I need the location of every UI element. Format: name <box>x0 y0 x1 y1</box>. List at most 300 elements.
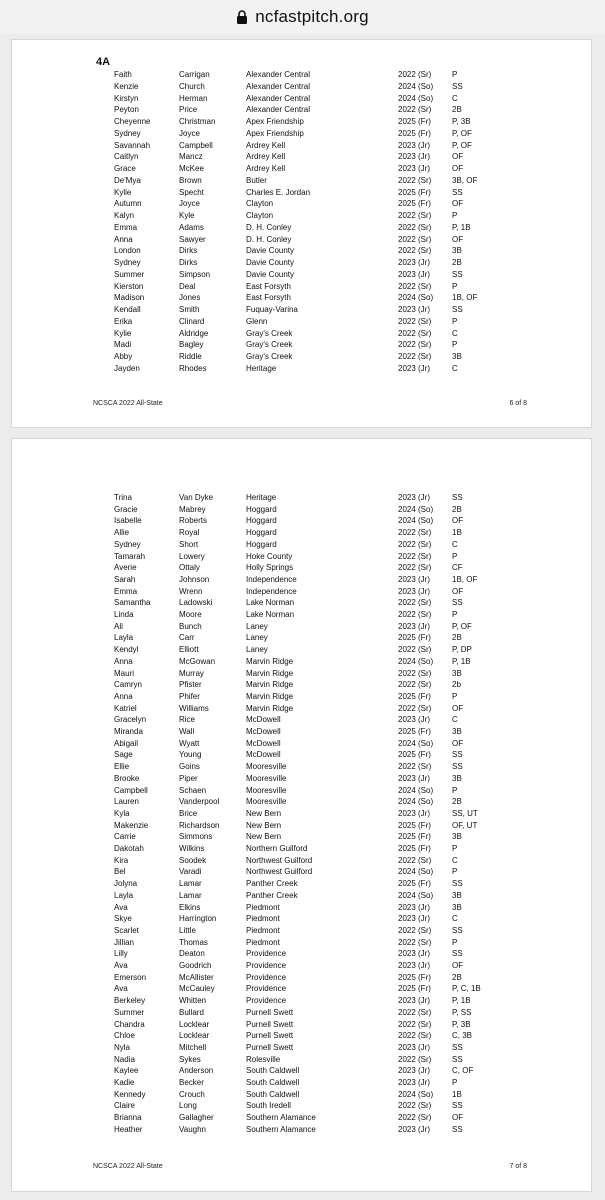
last-name: Joyce <box>179 199 200 209</box>
table-row <box>12 1054 591 1065</box>
class-year: 2022 (Sr) <box>398 105 432 115</box>
table-row <box>12 245 591 256</box>
table-row <box>12 866 591 877</box>
position: C <box>452 328 458 338</box>
last-name: Clinard <box>179 316 205 326</box>
table-row <box>12 679 591 690</box>
position: C <box>452 715 458 725</box>
school: Heritage <box>246 363 277 373</box>
position: SS, UT <box>452 808 478 818</box>
first-name: Layla <box>114 890 134 900</box>
school: Providence <box>246 984 287 994</box>
table-row <box>12 339 591 350</box>
class-year: 2022 (Sr) <box>398 680 432 690</box>
class-year: 2023 (Jr) <box>398 1042 431 1052</box>
first-name: Ali <box>114 621 123 631</box>
class-year: 2023 (Jr) <box>398 1078 431 1087</box>
last-name: Aldridge <box>179 328 209 338</box>
table-row <box>12 656 591 667</box>
table-row <box>12 163 591 174</box>
class-year: 2022 (Sr) <box>398 1007 432 1017</box>
first-name: Kendyl <box>114 645 139 655</box>
position: P <box>452 316 458 326</box>
class-year: 2024 (So) <box>398 785 434 795</box>
last-name: Murray <box>179 668 204 678</box>
first-name: Anna <box>114 656 133 666</box>
table-row <box>12 551 591 562</box>
position: P, DP <box>452 645 472 655</box>
class-year: 2022 (Sr) <box>398 328 432 338</box>
table-row <box>12 831 591 842</box>
last-name: Richardson <box>179 820 220 830</box>
position: 2B <box>452 258 462 267</box>
position: P <box>452 1078 458 1087</box>
last-name: Herman <box>179 93 208 103</box>
first-name: Heather <box>114 1124 143 1134</box>
school: Southern Alamance <box>246 1124 316 1134</box>
class-year: 2024 (So) <box>398 890 434 900</box>
position: P, OF <box>452 621 472 631</box>
first-name: Sydney <box>114 258 141 267</box>
position: OF <box>452 586 464 596</box>
class-year: 2024 (So) <box>398 797 434 807</box>
table-row <box>12 1007 591 1018</box>
class-year: 2023 (Jr) <box>398 621 431 631</box>
class-year: 2023 (Jr) <box>398 493 431 502</box>
last-name: Joyce <box>179 128 200 138</box>
last-name: Locklear <box>179 1019 210 1029</box>
last-name: McAllister <box>179 972 214 982</box>
class-year: 2023 (Jr) <box>398 902 431 912</box>
last-name: Moore <box>179 610 202 619</box>
school: Piedmont <box>246 914 280 924</box>
school: Alexander Central <box>246 93 311 103</box>
school: Laney <box>246 633 268 643</box>
first-name: Ava <box>114 902 128 912</box>
school: Glenn <box>246 316 268 326</box>
school: Alexander Central <box>246 70 311 79</box>
footer-title: NCSCA 2022 All-State <box>93 1163 163 1170</box>
class-year: 2023 (Jr) <box>398 305 431 314</box>
position: P, OF <box>452 140 472 150</box>
last-name: Bagley <box>179 340 204 350</box>
class-year: 2023 (Jr) <box>398 1066 431 1076</box>
class-year: 2022 (Sr) <box>398 528 432 538</box>
position: 2B <box>452 105 462 115</box>
first-name: Abby <box>114 352 133 361</box>
table-row <box>12 269 591 280</box>
table-row <box>12 1112 591 1123</box>
last-name: Wilkins <box>179 844 205 853</box>
first-name: Anna <box>114 234 133 244</box>
first-name: Scarlet <box>114 925 139 935</box>
first-name: Kenzie <box>114 81 139 91</box>
school: Purnell Swett <box>246 1019 294 1029</box>
first-name: Chloe <box>114 1031 135 1041</box>
last-name: Smith <box>179 305 200 314</box>
position: 1B <box>452 528 462 538</box>
first-name: Summer <box>114 1007 145 1017</box>
last-name: Royal <box>179 528 200 538</box>
first-name: Kaylee <box>114 1066 139 1076</box>
school: D. H. Conley <box>246 234 292 244</box>
first-name: Summer <box>114 269 145 279</box>
table-row <box>12 504 591 515</box>
position: SS <box>452 187 463 197</box>
position: 3B <box>452 773 462 783</box>
first-name: Bel <box>114 867 126 877</box>
last-name: Varadi <box>179 867 202 877</box>
first-name: Madi <box>114 340 132 350</box>
last-name: Phifer <box>179 691 200 701</box>
school: Marvin Ridge <box>246 656 294 666</box>
table-row <box>12 948 591 959</box>
table-row <box>12 1065 591 1076</box>
class-year: 2025 (Fr) <box>398 879 431 889</box>
position: OF <box>452 738 464 748</box>
first-name: Kira <box>114 855 129 865</box>
first-name: De'Mya <box>114 175 141 185</box>
first-name: Brianna <box>114 1113 142 1123</box>
class-year: 2025 (Fr) <box>398 117 431 126</box>
page-number: 6 of 8 <box>509 400 527 407</box>
last-name: Deaton <box>179 949 205 959</box>
position: 3B <box>452 727 462 736</box>
first-name: Nyla <box>114 1042 131 1052</box>
school: Holly Springs <box>246 563 294 573</box>
first-name: Miranda <box>114 727 143 736</box>
class-year: 2025 (Fr) <box>398 984 431 994</box>
last-name: Elkins <box>179 902 201 912</box>
school: Apex Friendship <box>246 128 304 138</box>
school: Northwest Guilford <box>246 855 313 865</box>
position: P, OF <box>452 128 472 138</box>
last-name: Locklear <box>179 1031 210 1041</box>
table-row <box>12 351 591 362</box>
school: McDowell <box>246 750 281 760</box>
school: Panther Creek <box>246 879 298 889</box>
first-name: Isabelle <box>114 516 142 526</box>
first-name: Dakotah <box>114 844 144 853</box>
class-year: 2023 (Jr) <box>398 949 431 959</box>
first-name: Jillian <box>114 937 135 947</box>
position: C, 3B <box>452 1031 473 1041</box>
first-name: Campbell <box>114 785 148 795</box>
table-row <box>12 492 591 503</box>
school: Hoggard <box>246 504 277 514</box>
table-row <box>12 668 591 679</box>
position: C <box>452 93 458 103</box>
class-year: 2022 (Sr) <box>398 352 432 361</box>
table-row <box>12 210 591 221</box>
table-row <box>12 878 591 889</box>
last-name: Wyatt <box>179 738 200 748</box>
position: SS <box>452 1101 463 1111</box>
school: Providence <box>246 949 287 959</box>
class-year: 2022 (Sr) <box>398 703 432 713</box>
first-name: Caitlyn <box>114 152 139 162</box>
school: South Caldwell <box>246 1078 300 1087</box>
table-row <box>12 621 591 632</box>
class-year: 2023 (Jr) <box>398 586 431 596</box>
last-name: Young <box>179 750 202 760</box>
last-name: Dirks <box>179 246 198 256</box>
first-name: Madison <box>114 293 145 303</box>
last-name: Lamar <box>179 890 202 900</box>
class-year: 2022 (Sr) <box>398 762 432 772</box>
table-row <box>12 304 591 315</box>
first-name: Kennedy <box>114 1089 146 1099</box>
last-name: Lowery <box>179 551 205 561</box>
last-name: Ladowski <box>179 598 213 608</box>
position: 3B <box>452 352 462 361</box>
last-name: Anderson <box>179 1066 214 1076</box>
position: P, C, 1B <box>452 984 481 994</box>
position: P <box>452 70 458 79</box>
browser-address-bar[interactable] <box>0 0 605 34</box>
school: Rolesville <box>246 1054 281 1064</box>
table-row <box>12 140 591 151</box>
position: 2B <box>452 797 462 807</box>
class-year: 2022 (Sr) <box>398 925 432 935</box>
last-name: Christman <box>179 117 216 126</box>
class-year: 2025 (Fr) <box>398 844 431 853</box>
last-name: Jones <box>179 293 201 303</box>
school: Northern Guilford <box>246 844 308 853</box>
position: SS <box>452 1054 463 1064</box>
position: C <box>452 855 458 865</box>
last-name: Mancz <box>179 152 203 162</box>
class-year: 2024 (So) <box>398 504 434 514</box>
table-row <box>12 93 591 104</box>
school: Providence <box>246 961 287 970</box>
class-year: 2022 (Sr) <box>398 234 432 244</box>
table-row <box>12 913 591 924</box>
position: P, 3B <box>452 117 471 126</box>
last-name: Price <box>179 105 198 115</box>
first-name: Lilly <box>114 949 128 959</box>
table-row <box>12 937 591 948</box>
school: Heritage <box>246 493 277 502</box>
class-year: 2025 (Fr) <box>398 972 431 982</box>
first-name: Sage <box>114 750 133 760</box>
school: Hoggard <box>246 539 277 549</box>
school: Apex Friendship <box>246 117 304 126</box>
position: 1B, OF <box>452 293 478 303</box>
last-name: Long <box>179 1101 197 1111</box>
last-name: Van Dyke <box>179 493 214 502</box>
class-year: 2022 (Sr) <box>398 563 432 573</box>
position: OF <box>452 1113 464 1123</box>
school: Lake Norman <box>246 610 295 619</box>
school: Southern Alamance <box>246 1113 316 1123</box>
position: 3B, OF <box>452 175 478 185</box>
position: 2B <box>452 633 462 643</box>
last-name: Brice <box>179 808 198 818</box>
first-name: Kyla <box>114 808 130 818</box>
last-name: Specht <box>179 187 204 197</box>
class-year: 2023 (Jr) <box>398 996 431 1006</box>
position: OF <box>452 199 464 209</box>
class-year: 2023 (Jr) <box>398 574 431 584</box>
table-row <box>12 527 591 538</box>
last-name: Adams <box>179 222 204 232</box>
table-row <box>12 995 591 1006</box>
class-year: 2023 (Jr) <box>398 164 431 173</box>
class-year: 2023 (Jr) <box>398 269 431 279</box>
school: Davie County <box>246 269 295 279</box>
position: P, SS <box>452 1007 472 1017</box>
table-row <box>12 234 591 245</box>
position: SS <box>452 1042 463 1052</box>
school: Laney <box>246 621 268 631</box>
class-year: 2022 (Sr) <box>398 1101 432 1111</box>
class-year: 2022 (Sr) <box>398 340 432 350</box>
last-name: Soodek <box>179 855 207 865</box>
class-year: 2022 (Sr) <box>398 645 432 655</box>
first-name: Emma <box>114 222 138 232</box>
school: New Bern <box>246 820 282 830</box>
last-name: Sykes <box>179 1054 201 1064</box>
class-year: 2024 (So) <box>398 656 434 666</box>
first-name: Savannah <box>114 140 151 150</box>
table-row <box>12 890 591 901</box>
position: 1B, OF <box>452 574 478 584</box>
first-name: Claire <box>114 1101 135 1111</box>
last-name: Becker <box>179 1078 204 1087</box>
last-name: Rice <box>179 715 196 725</box>
class-year: 2022 (Sr) <box>398 316 432 326</box>
class-year: 2023 (Jr) <box>398 961 431 970</box>
table-row <box>12 81 591 92</box>
position: 3B <box>452 832 462 842</box>
last-name: Carr <box>179 633 195 643</box>
class-year: 2022 (Sr) <box>398 1054 432 1064</box>
school: Fuquay-Varina <box>246 305 298 314</box>
first-name: Emerson <box>114 972 147 982</box>
school: South Iredell <box>246 1101 291 1111</box>
table-row <box>12 597 591 608</box>
position: P <box>452 551 458 561</box>
position: SS <box>452 750 463 760</box>
school: Piedmont <box>246 925 280 935</box>
last-name: Harrington <box>179 914 217 924</box>
class-year: 2023 (Jr) <box>398 914 431 924</box>
class-year: 2023 (Jr) <box>398 152 431 162</box>
class-year: 2023 (Jr) <box>398 363 431 373</box>
table-row <box>12 539 591 550</box>
last-name: Little <box>179 925 196 935</box>
first-name: Averie <box>114 563 137 573</box>
table-row <box>12 175 591 186</box>
table-row <box>12 281 591 292</box>
position: 3B <box>452 902 462 912</box>
last-name: Roberts <box>179 516 208 526</box>
table-row <box>12 960 591 971</box>
first-name: Kierston <box>114 281 144 291</box>
table-row <box>12 257 591 268</box>
first-name: Jolyna <box>114 879 138 889</box>
last-name: Ottaly <box>179 563 200 573</box>
class-year: 2022 (Sr) <box>398 1113 432 1123</box>
table-row <box>12 292 591 303</box>
last-name: McCauley <box>179 984 215 994</box>
position: CF <box>452 563 463 573</box>
last-name: Wall <box>179 727 195 736</box>
class-year: 2022 (Sr) <box>398 937 432 947</box>
position: P <box>452 844 458 853</box>
position: SS <box>452 949 463 959</box>
last-name: Bunch <box>179 621 202 631</box>
table-row <box>12 972 591 983</box>
first-name: Samantha <box>114 598 151 608</box>
first-name: Makenzie <box>114 820 149 830</box>
school: Mooresville <box>246 773 287 783</box>
position: SS <box>452 879 463 889</box>
school: Hoggard <box>246 516 277 526</box>
first-name: Sydney <box>114 539 141 549</box>
first-name: Nadia <box>114 1054 135 1064</box>
last-name: Dirks <box>179 258 198 267</box>
first-name: Kalyn <box>114 211 135 220</box>
position: OF <box>452 164 464 173</box>
last-name: Vanderpool <box>179 797 220 807</box>
school: Lake Norman <box>246 598 295 608</box>
position: P <box>452 610 458 619</box>
class-year: 2024 (So) <box>398 1089 434 1099</box>
last-name: Schaen <box>179 785 207 795</box>
table-row <box>12 363 591 374</box>
table-row <box>12 69 591 80</box>
class-year: 2022 (Sr) <box>398 175 432 185</box>
last-name: Lamar <box>179 879 202 889</box>
position: OF <box>452 703 464 713</box>
first-name: Chandra <box>114 1019 145 1029</box>
position: P, 1B <box>452 222 471 232</box>
position: 3B <box>452 668 462 678</box>
class-year: 2023 (Jr) <box>398 773 431 783</box>
school: Ardrey Kell <box>246 164 286 173</box>
class-year: 2022 (Sr) <box>398 1019 432 1029</box>
first-name: Kylie <box>114 328 132 338</box>
class-year: 2023 (Jr) <box>398 715 431 725</box>
position: 3B <box>452 890 462 900</box>
last-name: Wrenn <box>179 586 203 596</box>
school: McDowell <box>246 738 281 748</box>
school: Providence <box>246 996 287 1006</box>
class-year: 2022 (Sr) <box>398 1031 432 1041</box>
class-year: 2025 (Fr) <box>398 128 431 138</box>
last-name: Mitchell <box>179 1042 207 1052</box>
table-row <box>12 609 591 620</box>
first-name: Linda <box>114 610 134 619</box>
school: Purnell Swett <box>246 1007 294 1017</box>
table-row <box>12 703 591 714</box>
table-row <box>12 983 591 994</box>
table-row <box>12 843 591 854</box>
last-name: Brown <box>179 175 202 185</box>
class-year: 2025 (Fr) <box>398 750 431 760</box>
class-year: 2022 (Sr) <box>398 668 432 678</box>
position: P <box>452 211 458 220</box>
school: Mooresville <box>246 762 287 772</box>
school: South Caldwell <box>246 1066 300 1076</box>
position: SS <box>452 305 463 314</box>
last-name: Simmons <box>179 832 213 842</box>
school: East Forsyth <box>246 293 291 303</box>
first-name: Skye <box>114 914 132 924</box>
school: Clayton <box>246 199 274 209</box>
